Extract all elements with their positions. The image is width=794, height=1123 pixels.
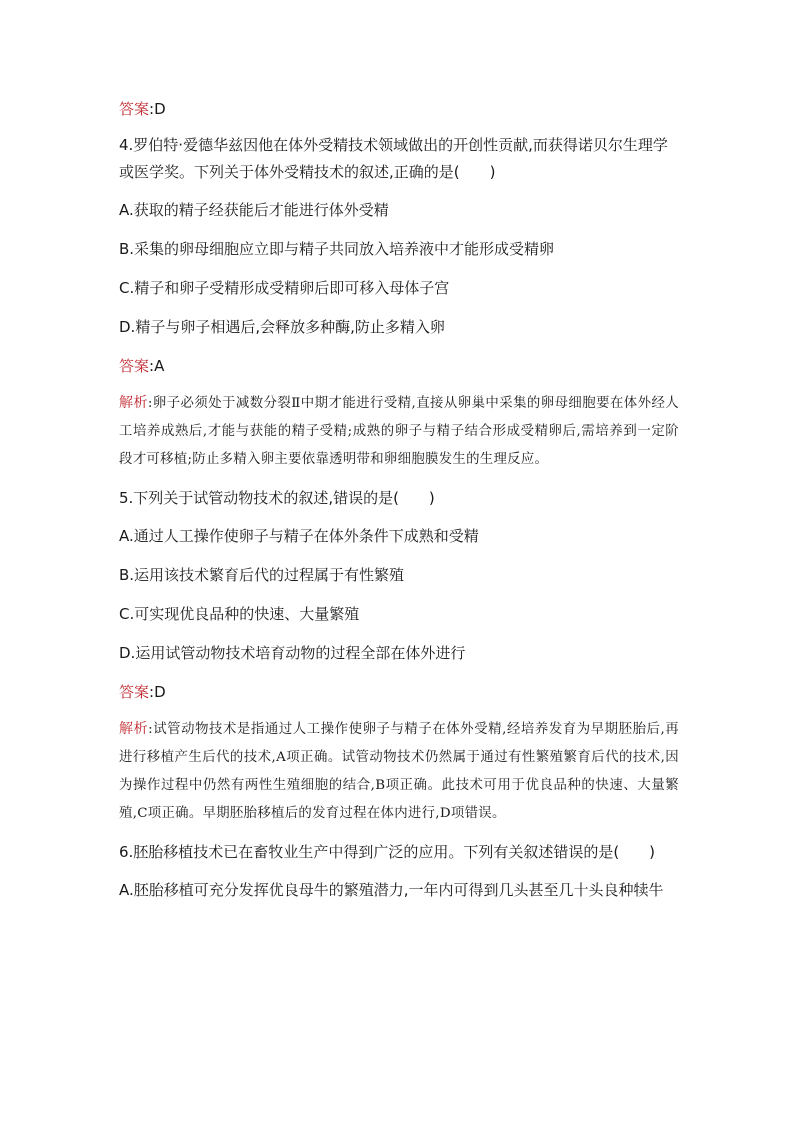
explanation-text: :卵子必须处于减数分裂Ⅱ中期才能进行受精,直接从卵巢中采集的卵母细胞要在体外经人工培养成熟后,才能与获能的精子受精;成熟的卵子与精子结合形成受精卵后,需培养到一定阶段才可移植;防止多精入卵主要依靠透明带和卵细胞膜发生的生理反应。 [119, 396, 679, 467]
question-4-stem: 4.罗伯特·爱德华兹因他在体外受精技术领域做出的开创性贡献,而获得诺贝尔生理学或医学奖。下列关于体外受精技术的叙述,正确的是( ) [119, 136, 668, 181]
answer-label: 答案 [119, 683, 150, 701]
question-5-option-c: C.可实现优良品种的快速、大量繁殖 [119, 605, 360, 623]
answer-4 [119, 353, 679, 379]
question-6-stem: 6.胚胎移植技术已在畜牧业生产中得到广泛的应用。下列有关叙述错误的是( ) [119, 843, 656, 861]
question-5-option-b: B.运用该技术繁育后代的过程属于有性繁殖 [119, 566, 405, 584]
answer-5 [119, 679, 679, 705]
explanation-4 [119, 389, 679, 474]
answer-value: :D [149, 100, 166, 118]
question-6-option-a: A.胚胎移植可充分发挥优良母牛的繁殖潜力,一年内可得到几头甚至几十头良种犊牛 [119, 881, 664, 899]
answer-value: :D [149, 683, 166, 701]
explanation-5 [119, 715, 679, 828]
question-5-option-d: D.运用试管动物技术培育动物的过程全部在体外进行 [119, 644, 466, 662]
answer-label: 答案 [119, 100, 150, 118]
question-4-option-c: C.精子和卵子受精形成受精卵后即可移入母体子宫 [119, 279, 450, 297]
explanation-label: 解析 [119, 395, 148, 411]
answer-label: 答案 [119, 357, 150, 375]
answer-value: :A [149, 357, 165, 375]
document-page [119, 96, 679, 916]
answer-3 [119, 96, 679, 122]
question-4-option-b: B.采集的卵母细胞应立即与精子共同放入培养液中才能形成受精卵 [119, 240, 555, 258]
question-4-option-a: A.获取的精子经获能后才能进行体外受精 [119, 201, 389, 219]
question-5-stem: 5.下列关于试管动物技术的叙述,错误的是( ) [119, 489, 435, 507]
question-5-option-a: A.通过人工操作使卵子与精子在体外条件下成熟和受精 [119, 527, 479, 545]
question-4-option-d: D.精子与卵子相遇后,会释放多种酶,防止多精入卵 [119, 318, 445, 336]
explanation-text: :试管动物技术是指通过人工操作使卵子与精子在体外受精,经培养发育为早期胚胎后,再进行移植产生后代的技术,A项正确。试管动物技术仍然属于通过有性繁殖繁育后代的技术,因为操作过程中仍然有两性生殖细胞的结合,B项正确。此技术可用于优良品种的快速、大量繁殖,C项正确。早期胚胎移植后的发育过程在体内进行,D项错误。 [119, 722, 679, 821]
explanation-label: 解析 [119, 721, 149, 737]
